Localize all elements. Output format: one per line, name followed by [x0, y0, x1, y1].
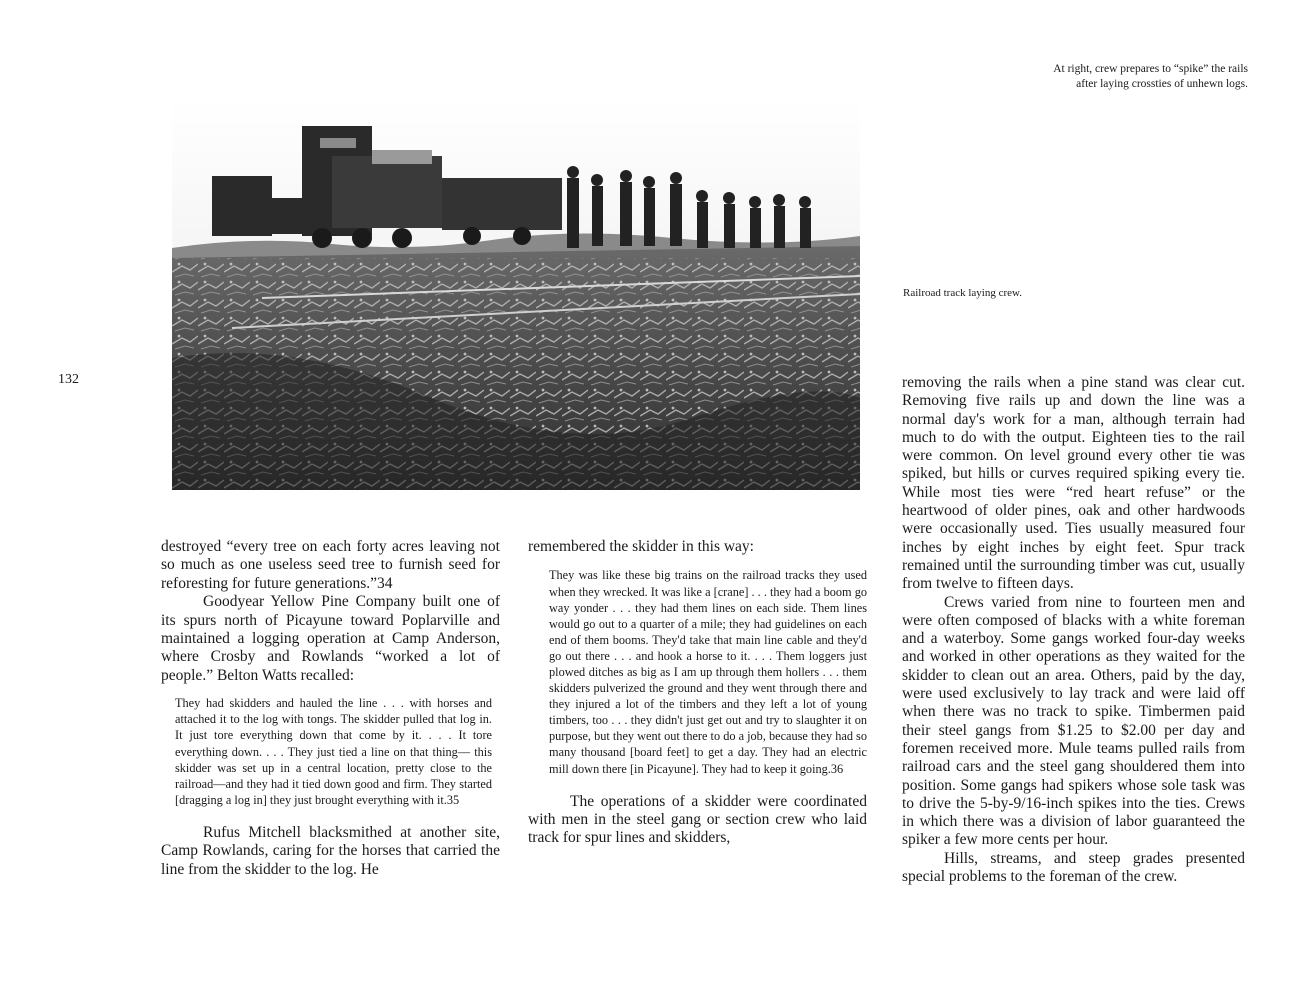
text-column-1 — [161, 538, 500, 879]
text-column-3 — [902, 374, 1245, 886]
photo-caption-top — [948, 62, 1248, 92]
col2-paragraph-2: The operations of a skidder were coordinated with men in the steel gang or section crew who laid track for spur lines and skidders, — [528, 792, 867, 847]
col1-paragraph-1: destroyed “every tree on each forty acres leaving not so much as one useless seed tree to furnish seed for reforesting for future generations.”34 — [161, 538, 500, 592]
photo-caption-crew: Railroad track laying crew. — [903, 287, 1023, 299]
col2-paragraph-1: remembered the skidder in this way: — [528, 538, 754, 555]
col2-block-quote: They was like these big trains on the railroad tracks they used when they wrecked. It was like a [crane] . . . they had a boom go way yonder . . . they had them lines on each side. Them lines would go out to a quarter of a mile; they had guidelines on each end of them booms. They'd take that main line cable and they'd go out there . . . and hook a horse to it. . . . Them loggers just plowed ditches as big as I am up through them hollers . . . them skidders pulverized the ground and they went through there and they injured a lot of the timbers and they left a lot of young timbers, too . . . they didn't just get out and try to slaughter it on purpose, but they went out there to do a job, because they had so many thousand [board feet] to get a day. They had an electric mill down there [in Picayune]. They had to keep it going.36 — [549, 568, 867, 776]
caption-line-1: At right, crew prepares to “spike” the rails — [1053, 63, 1248, 75]
track-laying-crew-photo — [172, 98, 860, 490]
col3-paragraph-2: Crews varied from nine to fourteen men and were often composed of blacks with a white foreman and a waterboy. Some gangs worked four-day weeks and worked in other operations as they waited for the skidder to clean out an area. Others, paid by the day, were used exclusively to lay track and were laid off when there was no track to spike. Timbermen paid their steel gangs from $1.25 to $2.00 per day and foremen received more. Mule teams pulled rails from railroad cars and the steel gang shouldered them into position. Some gangs had spikers whose sole task was to drive the 5-by-9/16-inch spikes into the ties. Crews in which there was a division of labor guaranteed the spiker a few more cents per hour. — [902, 593, 1245, 849]
col1-paragraph-2: Goodyear Yellow Pine Company built one of its spurs north of Picayune toward Poplarville and maintained a logging operation at Camp Anderson, where Crosby and Rowlands “worked a lot of people.” Belton Watts recalled: — [161, 593, 500, 684]
text-column-2 — [528, 538, 867, 848]
page-number: 132 — [58, 372, 79, 387]
col3-paragraph-3: Hills, streams, and steep grades presented special problems to the foreman of the crew. — [902, 849, 1245, 886]
col1-block-quote: They had skidders and hauled the line . . . with horses and attached it to the log with tongs. The skidder pulled that log in. It just tore everything down that come by it. . . . It tore everything down. . . . They just tied a line on that thing— this skidder was set up in a central location, pretty close to the railroad—and they had it tied down good and firm. They started [dragging a log in] they just brought everything with it.35 — [175, 696, 492, 807]
caption-line-2: after laying crossties of unhewn logs. — [1076, 78, 1248, 90]
col3-paragraph-1: removing the rails when a pine stand was clear cut. Removing five rails up and down the line was a normal day's work for a man, although terrain had much to do with the output. Eighteen ties to the rail were common. On level ground every other tie was spiked, but hills or curves required spiking every tie. While most ties were “red heart refuse” or the heartwood of older pines, oak and other hardwoods were occasionally used. Ties usually measured four inches by eight inches by eight feet. Spur track remained until the surrounding timber was cut, usually from twelve to fifteen days. — [902, 374, 1245, 593]
col1-paragraph-3: Rufus Mitchell blacksmithed at another site, Camp Rowlands, caring for the horses that carried the line from the skidder to the log. He — [161, 823, 500, 878]
photo-illustration — [172, 98, 860, 490]
